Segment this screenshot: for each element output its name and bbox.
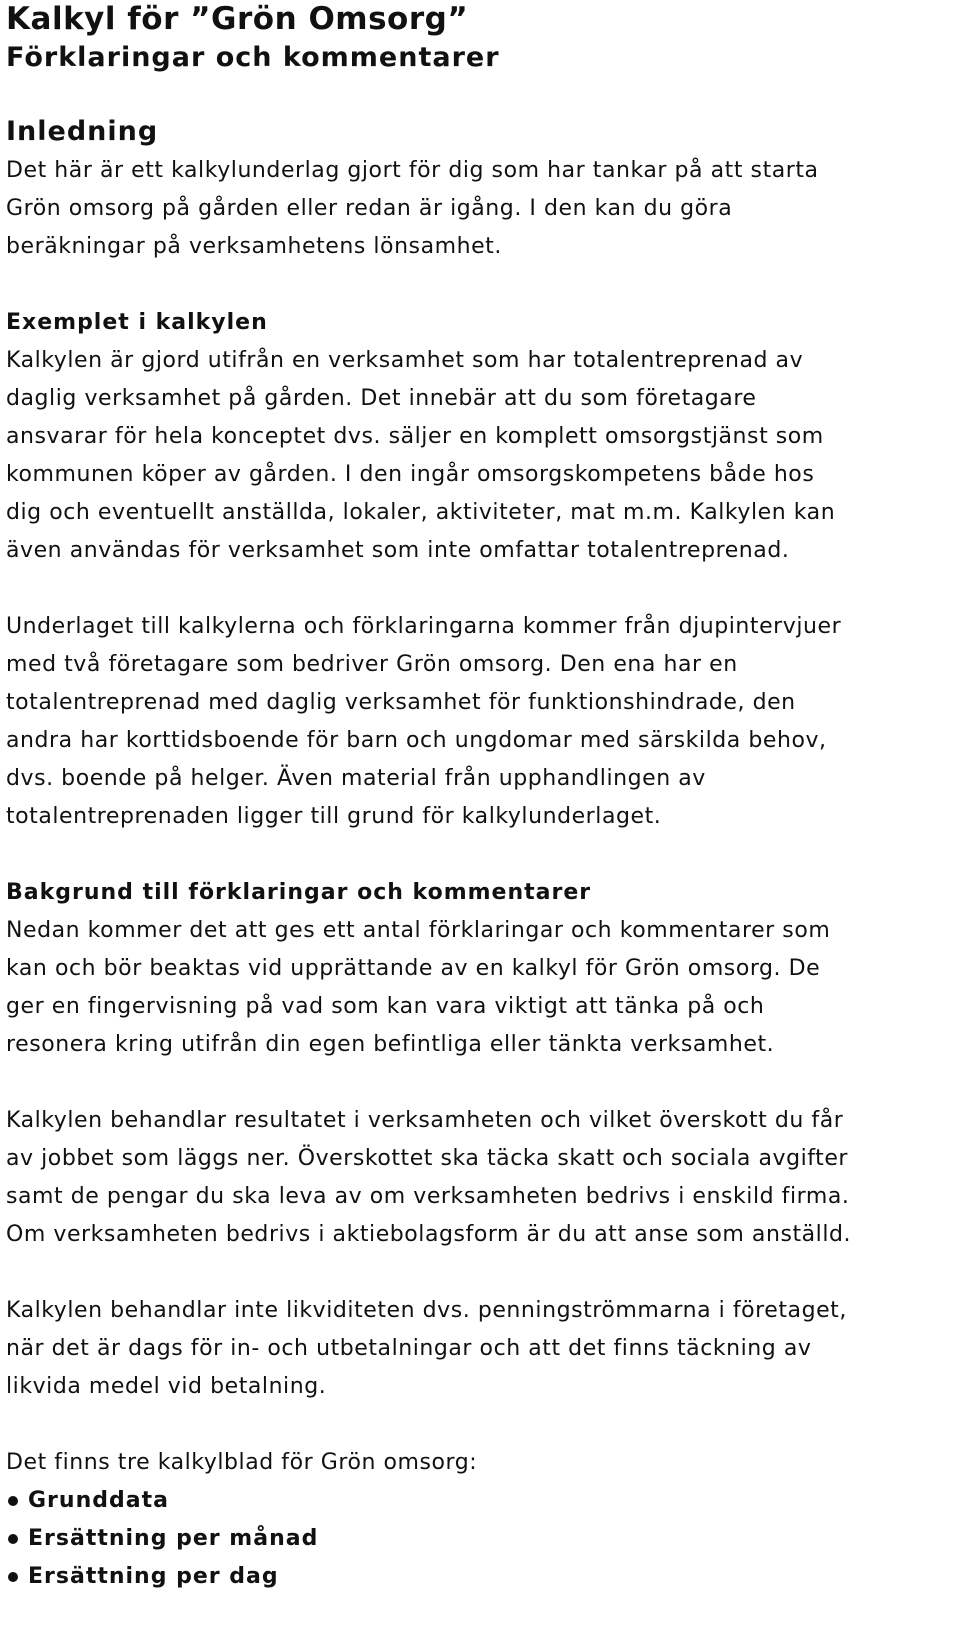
list-item [6,1558,946,1596]
document-title: Kalkyl för ”Grön Omsorg” [6,1,469,37]
paragraph-resultat: Kalkylen behandlar resultatet i verksamheten och vilket överskott du får av jobbet som läggs ner. Överskottet ska täcka skatt och sociala avgifter samt de pengar du ska leva av om verksamheten bedrivs i enskild firma. Om verksamheten bedrivs i aktiebolagsform är du att anse som anställd. [6,1108,852,1247]
list-item-label: Grunddata [28,1488,169,1513]
spacer [6,1064,946,1102]
list-item-label: Ersättning per dag [28,1564,279,1589]
spacer [6,266,946,304]
heading-bakgrund: Bakgrund till förklaringar och kommentarer [6,880,592,905]
bullet-icon [8,1572,18,1582]
spacer [6,1254,946,1292]
list-item [6,1482,946,1520]
paragraph-exemplet: Kalkylen är gjord utifrån en verksamhet som har totalentreprenad av daglig verksamhet på gården. Det innebär att du som företagare ansvarar för hela konceptet dvs. säljer en komplett omsorgstjänst som kommunen köper av gården. I den ingår omsorgskompetens både hos dig och eventuellt anställda, lokaler, aktiviteter, mat m.m. Kalkylen kan även användas för verksamhet som inte omfattar totalentreprenad. [6,348,836,563]
paragraph-likviditet: Kalkylen behandlar inte likviditeten dvs. penningströmmarna i företaget, när det är dags för in- och utbetalningar och att det finns täckning av likvida medel vid betalning. [6,1298,847,1399]
paragraph-bakgrund: Nedan kommer det att ges ett antal förklaringar och kommentarer som kan och bör beaktas vid upprättande av en kalkyl för Grön omsorg. De ger en fingervisning på vad som kan vara viktigt att tänka på och resonera kring utifrån din egen befintliga eller tänkta verksamhet. [6,918,831,1057]
list-intro: Det finns tre kalkylblad för Grön omsorg: [6,1450,478,1475]
heading-exemplet: Exemplet i kalkylen [6,310,268,335]
document-subtitle: Förklaringar och kommentarer [6,42,500,73]
list-item-label: Ersättning per månad [28,1526,319,1551]
paragraph-underlaget: Underlaget till kalkylerna och förklaringarna kommer från djupintervjuer med två företagare som bedriver Grön omsorg. Den ena har en totalentreprenad med daglig verksamhet för funktionshindrade, den andra har korttidsboende för barn och ungdomar med särskilda behov, dvs. boende på helger. Även material från upphandlingen av totalentreprenaden ligger till grund för kalkylunderlaget. [6,614,842,829]
list-item [6,1520,946,1558]
heading-inledning: Inledning [6,116,159,147]
spacer [6,570,946,608]
spacer [6,1406,946,1444]
sheet-list [6,1482,946,1596]
paragraph-inledning: Det här är ett kalkylunderlag gjort för dig som har tankar på att starta Grön omsorg på gården eller redan är igång. I den kan du göra beräkningar på verksamhetens lönsamhet. [6,158,819,259]
bullet-icon [8,1496,18,1506]
spacer [6,836,946,874]
bullet-icon [8,1534,18,1544]
